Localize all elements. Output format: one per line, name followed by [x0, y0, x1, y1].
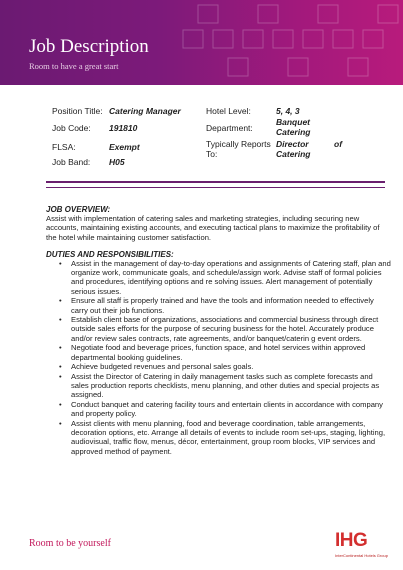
divider-thin — [46, 187, 385, 188]
list-item — [46, 419, 391, 456]
overview-text: Assist with implementation of catering sales and marketing strategies, including securing new accounts, maintaining existing accounts, and executing tactical plans to maximize the profitability of the hotel while maintaining customer satisfaction. — [46, 214, 380, 242]
footer-tagline: Room to be yourself — [29, 538, 111, 549]
job-code-value: 191810 — [109, 123, 138, 133]
divider-thick — [46, 181, 385, 183]
reports-value-line1a: Director — [276, 139, 309, 149]
bullet-icon: • — [59, 362, 62, 372]
list-item — [46, 362, 391, 371]
bullet-icon: • — [59, 259, 62, 269]
page-subtitle: Room to have a great start — [29, 61, 119, 71]
hotel-level-label: Hotel Level: — [206, 106, 251, 116]
bullet-icon: • — [59, 371, 62, 381]
bullet-icon: • — [59, 418, 62, 428]
bullet-icon: • — [59, 315, 62, 325]
department-value-line2: Catering — [276, 127, 311, 137]
reports-label-line1: Typically Reports — [206, 139, 271, 149]
duty-text: Ensure all staff is properly trained and have the tools and information needed to effectively carry out their job functions. — [71, 296, 374, 315]
job-band-label: Job Band: — [52, 157, 91, 167]
bullet-icon: • — [59, 343, 62, 353]
overview-heading: JOB OVERVIEW: — [46, 205, 111, 214]
duty-text: Conduct banquet and catering facility tours and entertain clients in accordance with company and property policy. — [71, 400, 383, 419]
position-title-value: Catering Manager — [109, 106, 181, 116]
list-item — [46, 259, 391, 296]
job-band-value: H05 — [109, 157, 125, 167]
duties-heading: DUTIES AND RESPONSIBILITIES: — [46, 249, 174, 259]
page-title: Job Description — [29, 36, 149, 57]
department-value-line1: Banquet — [276, 117, 310, 127]
duty-text: Establish client base of organizations, associations and commercial business through direct outside sales efforts for the purpose of securing business for the hotel. Accurately produce and/or review sales contracts, rate agreements, and/or banquet/caterin g event orders. — [71, 315, 379, 343]
duty-text: Assist in the management of day-to-day operations and assignments of Catering staff, plan and organize work, communicate goals, and schedule/assign work. Advise staff of formal policies and procedures, identifying options and re solving issues. Alert management of potentially serious issues. — [71, 259, 391, 296]
logo-mark: IHG — [335, 530, 368, 551]
flsa-value: Exempt — [109, 142, 140, 152]
reports-value-line2: Catering — [276, 149, 311, 159]
hotel-level-value: 5, 4, 3 — [276, 106, 300, 116]
banner-pattern — [173, 0, 403, 85]
list-item — [46, 343, 391, 361]
list-item — [46, 296, 391, 314]
reports-value-line1b: of — [334, 139, 343, 149]
list-item — [46, 372, 391, 400]
duty-text: Achieve budgeted revenues and personal sales goals. — [71, 362, 254, 372]
bullet-icon: • — [59, 400, 62, 410]
duties-list — [46, 259, 391, 456]
duty-text: Negotiate food and beverage prices, function space, and hotel services within approved departmental booking guidelines. — [71, 343, 366, 362]
job-code-label: Job Code: — [52, 123, 91, 133]
department-label: Department: — [206, 123, 253, 133]
duty-text: Assist the Director of Catering in daily management tasks such as complete forecasts and sales production reports checklists, menu planning, and other duties and special projects as assigned. — [71, 371, 380, 400]
job-content — [46, 205, 391, 456]
logo-subtitle: InterContinental Hotels Group — [335, 553, 388, 558]
header-banner — [0, 0, 403, 85]
position-title-label: Position Title: — [52, 106, 103, 116]
ihg-logo — [335, 530, 395, 562]
list-item — [46, 400, 391, 418]
flsa-label: FLSA: — [52, 142, 76, 152]
bullet-icon: • — [59, 296, 62, 306]
reports-label-line2: To: — [206, 149, 218, 159]
list-item — [46, 315, 391, 343]
duty-text: Assist clients with menu planning, food and beverage coordination, table arrangements, decoration options, etc. Arrange all details of events to include room set-ups, staging, lighting, audiovisual, traffic flow, menus, décor, entertainment, group room blocks, VIP services and approved method of payment. — [71, 418, 386, 456]
